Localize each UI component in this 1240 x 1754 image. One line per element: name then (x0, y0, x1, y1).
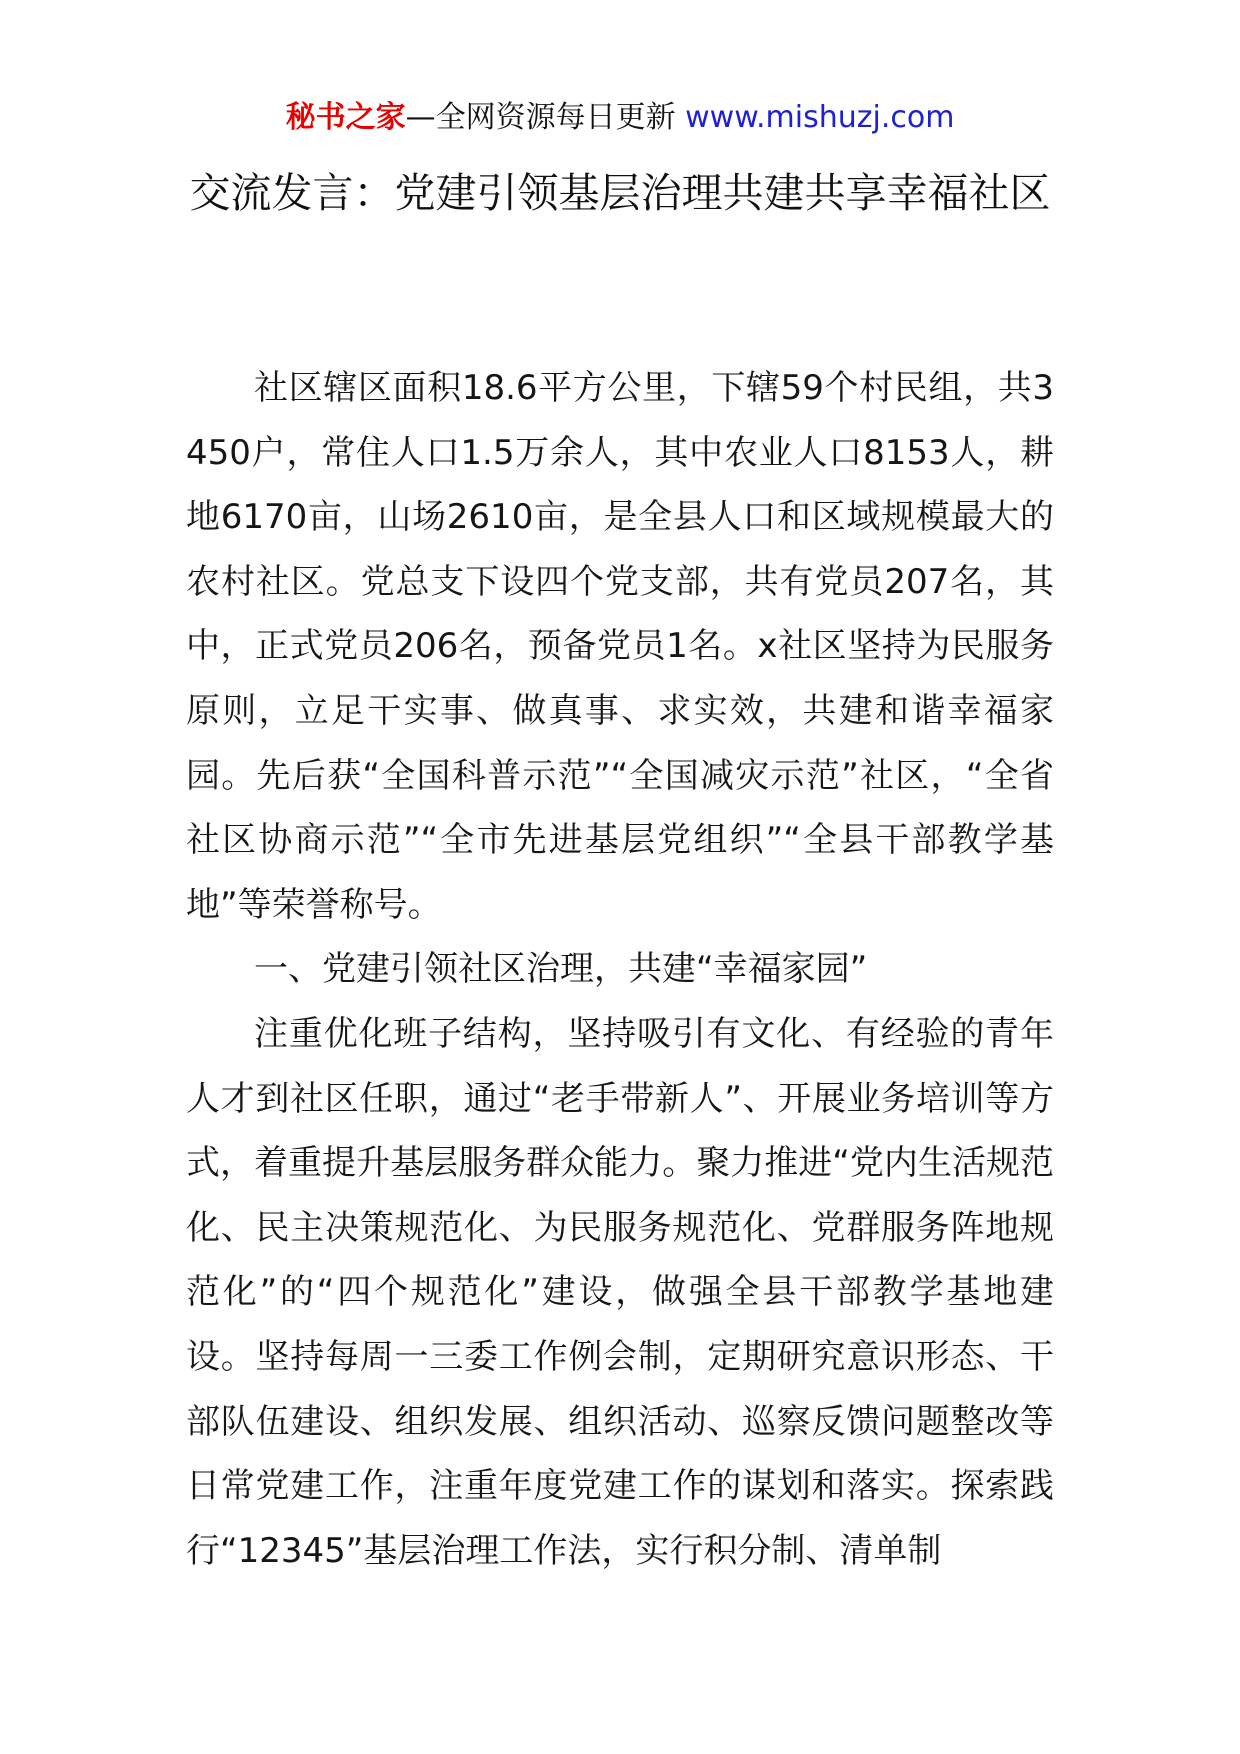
brand-name: 秘书之家 (285, 100, 406, 135)
document-body (186, 356, 1054, 1583)
watermark-header (0, 98, 1240, 138)
paragraph-section-1: 注重优化班子结构，坚持吸引有文化、有经验的青年人才到社区任职，通过“老手带新人”、开展业务培训等方式，着重提升基层服务群众能力。聚力推进“党内生活规范化、民主决策规范化、为民服务规范化、党群服务阵地规范化”的“四个规范化”建设，做强全县干部教学基地建设。坚持每周一三委工作例会制，定期研究意识形态、干部队伍建设、组织发展、组织活动、巡察反馈问题整改等日常党建工作，注重年度党建工作的谋划和落实。探索践行“12345”基层治理工作法，实行积分制、清单制 (186, 1013, 1054, 1571)
document-title: 交流发言：党建引领基层治理共建共享幸福社区 (189, 169, 1051, 217)
paragraph-intro: 社区辖区面积18.6平方公里，下辖59个村民组，共3450户，常住人口1.5万余人，其中农业人口8153人，耕地6170亩，山场2610亩，是全县人口和区域规模最大的农村社区。党总支下设四个党支部，共有党员207名，其中，正式党员206名，预备党员1名。x社区坚持为民服务原则，立足干实事、做真事、求实效，共建和谐幸福家园。先后获“全国科普示范”“全国减灾示范”社区，“全省社区协商示范”“全市先进基层党组织”“全县干部教学基地”等荣誉称号。 (186, 368, 1054, 925)
header-tagline: —全网资源每日更新 (405, 100, 676, 135)
section-heading-1: 一、党建引领社区治理，共建“幸福家园” (254, 949, 868, 990)
site-url-link[interactable]: www.mishuzj.com (685, 100, 955, 135)
